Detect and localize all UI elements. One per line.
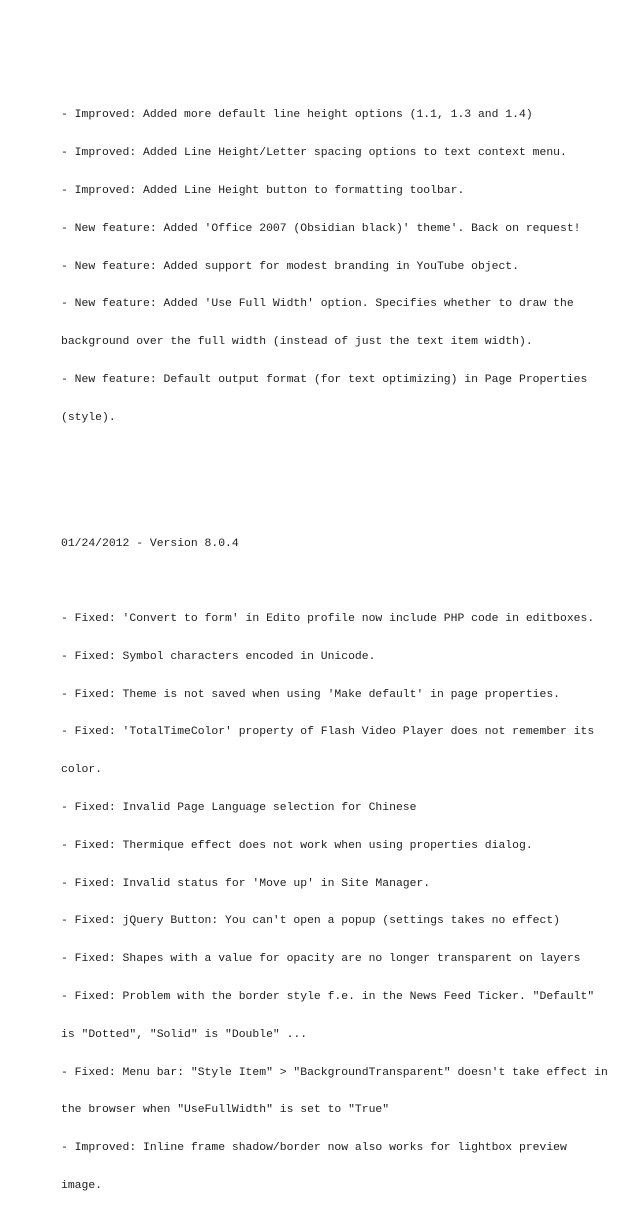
changelog-line: - Fixed: Theme is not saved when using 'Make default' in page properties.: [61, 688, 560, 701]
changelog-line: - Fixed: jQuery Button: You can't open a popup (settings takes no effect): [61, 915, 560, 928]
changelog-line: - Fixed: 'Convert to form' in Edito profile now include PHP code in editboxes.: [61, 613, 595, 626]
changelog-line: - Fixed: 'TotalTimeColor' property of Flash Video Player does not remember its: [61, 726, 595, 739]
changelog-line: - Improved: Inline frame shadow/border now also works for lightbox preview: [61, 1142, 567, 1155]
document-page: [61, 59, 621, 1230]
changelog-block-1: [61, 84, 621, 449]
changelog-line: - Improved: Added Line Height/Letter spacing options to text context menu.: [61, 147, 567, 160]
changelog-line: image.: [61, 1179, 103, 1192]
changelog-line: - New feature: Added 'Use Full Width' option. Specifies whether to draw the: [61, 298, 574, 311]
changelog-line: (style).: [61, 411, 116, 424]
version-heading: 01/24/2012 - Version 8.0.4: [61, 537, 239, 550]
changelog-line: - Fixed: Menu bar: "Style Item" > "BackgroundTransparent" doesn't take effect in: [61, 1066, 608, 1079]
changelog-line: color.: [61, 764, 103, 777]
changelog-line: - New feature: Added 'Office 2007 (Obsidian black)' theme'. Back on request!: [61, 222, 581, 235]
changelog-line: is "Dotted", "Solid" is "Double" ...: [61, 1028, 308, 1041]
changelog-line: - Fixed: Invalid Page Language selection for Chinese: [61, 802, 417, 815]
changelog-line: - Fixed: Thermique effect does not work when using properties dialog.: [61, 839, 533, 852]
changelog-line: - New feature: Added support for modest branding in YouTube object.: [61, 260, 519, 273]
changelog-line: the browser when "UseFullWidth" is set to "True": [61, 1104, 390, 1117]
changelog-line: background over the full width (instead of just the text item width).: [61, 336, 533, 349]
changelog-line: - Fixed: Invalid status for 'Move up' in Site Manager.: [61, 877, 431, 890]
changelog-line: - Fixed: Problem with the border style f.e. in the News Feed Ticker. "Default": [61, 990, 595, 1003]
changelog-line: - Fixed: Symbol characters encoded in Unicode.: [61, 650, 376, 663]
blank-line: [61, 487, 621, 500]
changelog-line: - New feature: Default output format (for text optimizing) in Page Properties: [61, 373, 588, 386]
changelog-line: - Improved: Added Line Height button to formatting toolbar.: [61, 184, 465, 197]
changelog-line: - Improved: Added more default line height options (1.1, 1.3 and 1.4): [61, 109, 533, 122]
changelog-line: - Fixed: Shapes with a value for opacity are no longer transparent on layers: [61, 953, 581, 966]
